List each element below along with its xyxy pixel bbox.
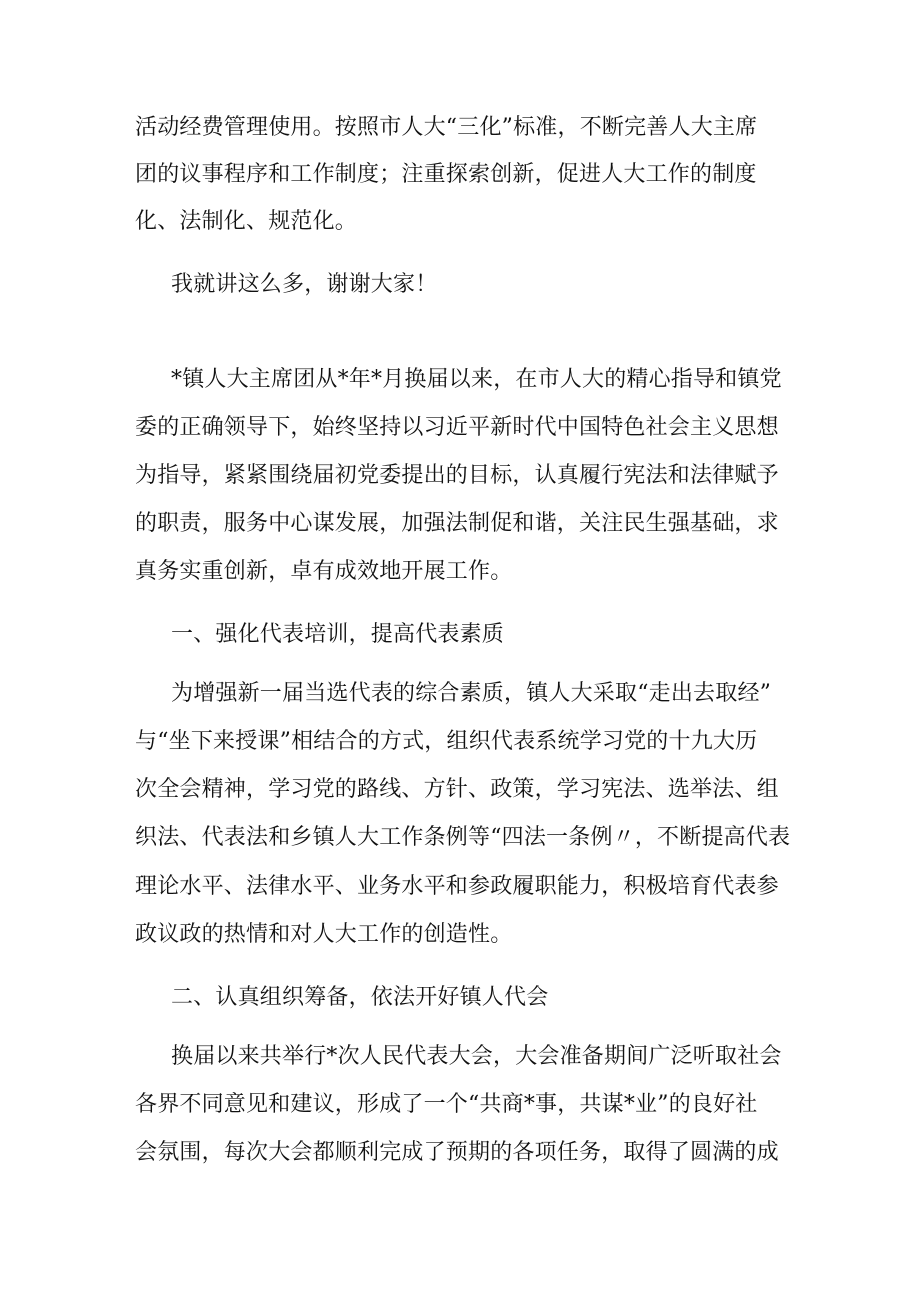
text-line: 理论水平、法律水平、业务水平和参政履职能力，积极培育代表参 — [135, 874, 779, 899]
text-line: *镇人大主席团从*年*月换届以来，在市人大的精心指导和镇党 — [171, 367, 782, 392]
text-line: 委的正确领导下，始终坚持以习近平新时代中国特色社会主义思想 — [135, 415, 779, 440]
text-line: 各界不同意见和建议，形成了一个“共商*事，共谋*业”的良好社 — [135, 1092, 758, 1117]
text-line: 与“坐下来授课”相结合的方式，组织代表系统学习党的十九大历 — [135, 729, 758, 754]
text-line: 织法、代表法和乡镇人大工作条例等“四法一条例〃，不断提高代表 — [135, 825, 791, 850]
text-line: 真务实重创新，卓有成效地开展工作。 — [135, 559, 513, 584]
text-line: 活动经费管理使用。按照市人大“三化”标准，不断完善人大主席 — [135, 115, 758, 140]
text-line: 会氛围，每次大会都顺利完成了预期的各项任务，取得了圆满的成 — [135, 1140, 779, 1165]
closing-remark: 我就讲这么多，谢谢大家！ — [171, 272, 438, 297]
text-line: 换届以来共举行*次人民代表大会，大会准备期间广泛听取社会 — [171, 1044, 782, 1069]
section-heading: 二、认真组织筹备，依法开好镇人代会 — [171, 985, 549, 1010]
text-line: 化、法制化、规范化。 — [135, 209, 358, 234]
text-line: 为增强新一届当选代表的综合素质，镇人大采取“走出去取经” — [171, 681, 772, 706]
text-line: 为指导，紧紧围绕届初党委提出的目标，认真履行宪法和法律赋予 — [135, 463, 779, 488]
text-line: 次全会精神，学习党的路线、方针、政策，学习宪法、选举法、组 — [135, 777, 779, 802]
section-heading: 一、强化代表培训，提高代表素质 — [171, 622, 505, 647]
text-line: 的职责，服务中心谋发展，加强法制促和谐，关注民生强基础，求 — [135, 511, 779, 536]
text-line: 团的议事程序和工作制度；注重探索创新，促进人大工作的制度 — [135, 162, 757, 187]
text-line: 政议政的热情和对人大工作的创造性。 — [135, 922, 513, 947]
